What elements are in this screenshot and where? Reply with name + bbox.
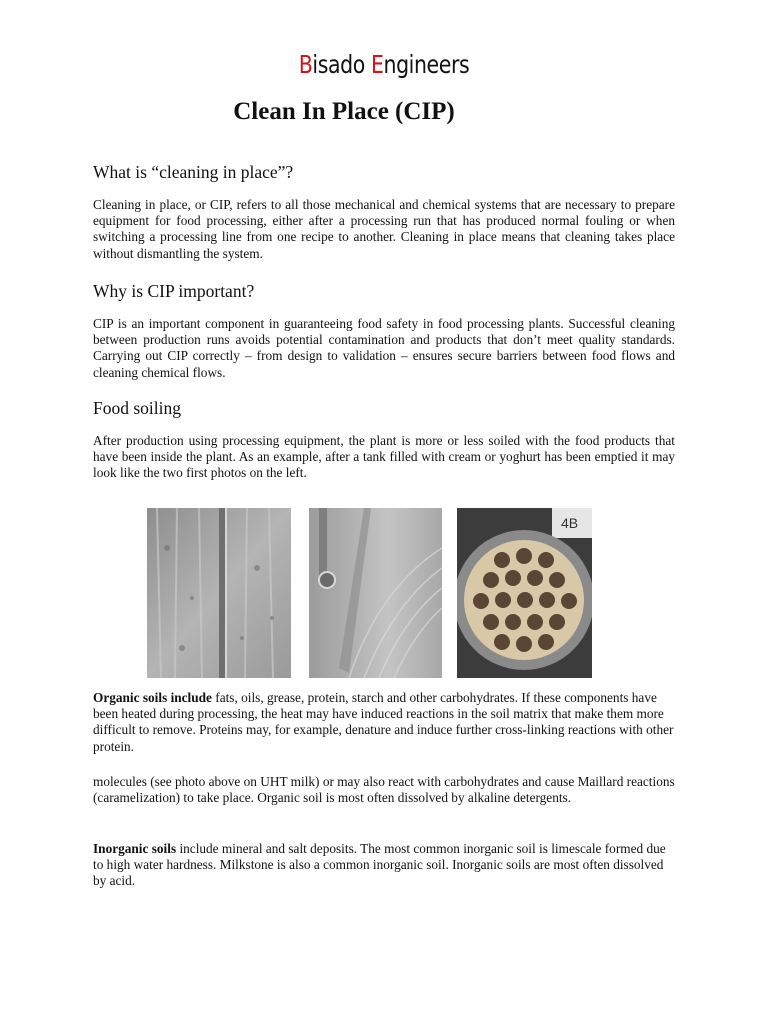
- photo-label-4b: 4B: [561, 515, 579, 531]
- brand-logo: [69, 50, 699, 79]
- paragraph-inorganic-soils: [93, 841, 675, 890]
- soiled-tank-wall-photo: [147, 508, 291, 678]
- heading-food-soiling: Food soiling: [93, 398, 182, 418]
- inorganic-soils-text: include mineral and salt deposits. The most common inorganic soil is limescale formed due to high water hardness. Milkstone is also a common inorganic soil. Inorganic soils are most often dissolved by acid.: [93, 841, 666, 889]
- brand-word-ngineers: ngineers: [383, 50, 470, 79]
- organic-soils-text: fats, oils, grease, protein, starch and other carbohydrates. If these components have been heated during processing, the heat may have induced reactions in the soil matrix that make them more difficult to remove. Proteins may, for example, denature and induce further cross-linking reactions with other protein.: [93, 690, 674, 754]
- page-title: Clean In Place (CIP): [233, 98, 455, 125]
- paragraph-organic-continued: molecules (see photo above on UHT milk) or may also react with carbohydrates and cause Maillard reactions (caramelization) to take place. Organic soil is most often dissolved by alkaline detergents.: [93, 774, 675, 806]
- heading-what-is-cip: What is “cleaning in place”?: [93, 162, 294, 182]
- brand-word-isado: isado: [312, 50, 371, 79]
- heading-why-important: Why is CIP important?: [93, 281, 255, 301]
- tube-bundle-photo: [457, 508, 592, 678]
- brand-initial-e: E: [370, 50, 384, 79]
- brand-initial-b: B: [298, 50, 313, 79]
- paragraph-organic-soils: [93, 690, 675, 755]
- paragraph-why-important: CIP is an important component in guaranteeing food safety in food processing plants. Successful cleaning between production runs avoids potential contamination and products that don’t meet quality standards. Carrying out CIP correctly – from design to validation – ensures secure barriers between food flows and cleaning chemical flows.: [93, 316, 675, 380]
- organic-soils-lead: Organic soils include: [93, 690, 212, 705]
- tank-interior-pipe-photo: [309, 508, 442, 678]
- inorganic-soils-lead: Inorganic soils: [93, 841, 177, 856]
- paragraph-food-soiling: After production using processing equipment, the plant is more or less soiled with the food products that have been inside the plant. As an example, after a tank filled with cream or yoghurt has been emptied it may look like the two first photos on the left.: [93, 433, 675, 481]
- paragraph-what-is-cip: Cleaning in place, or CIP, refers to all those mechanical and chemical systems that are necessary to prepare equipment for food processing, either after a processing run that has produced normal fouling or when switching a processing line from one recipe to another. Cleaning in place means that cleaning takes place without dismantling the system.: [93, 197, 675, 261]
